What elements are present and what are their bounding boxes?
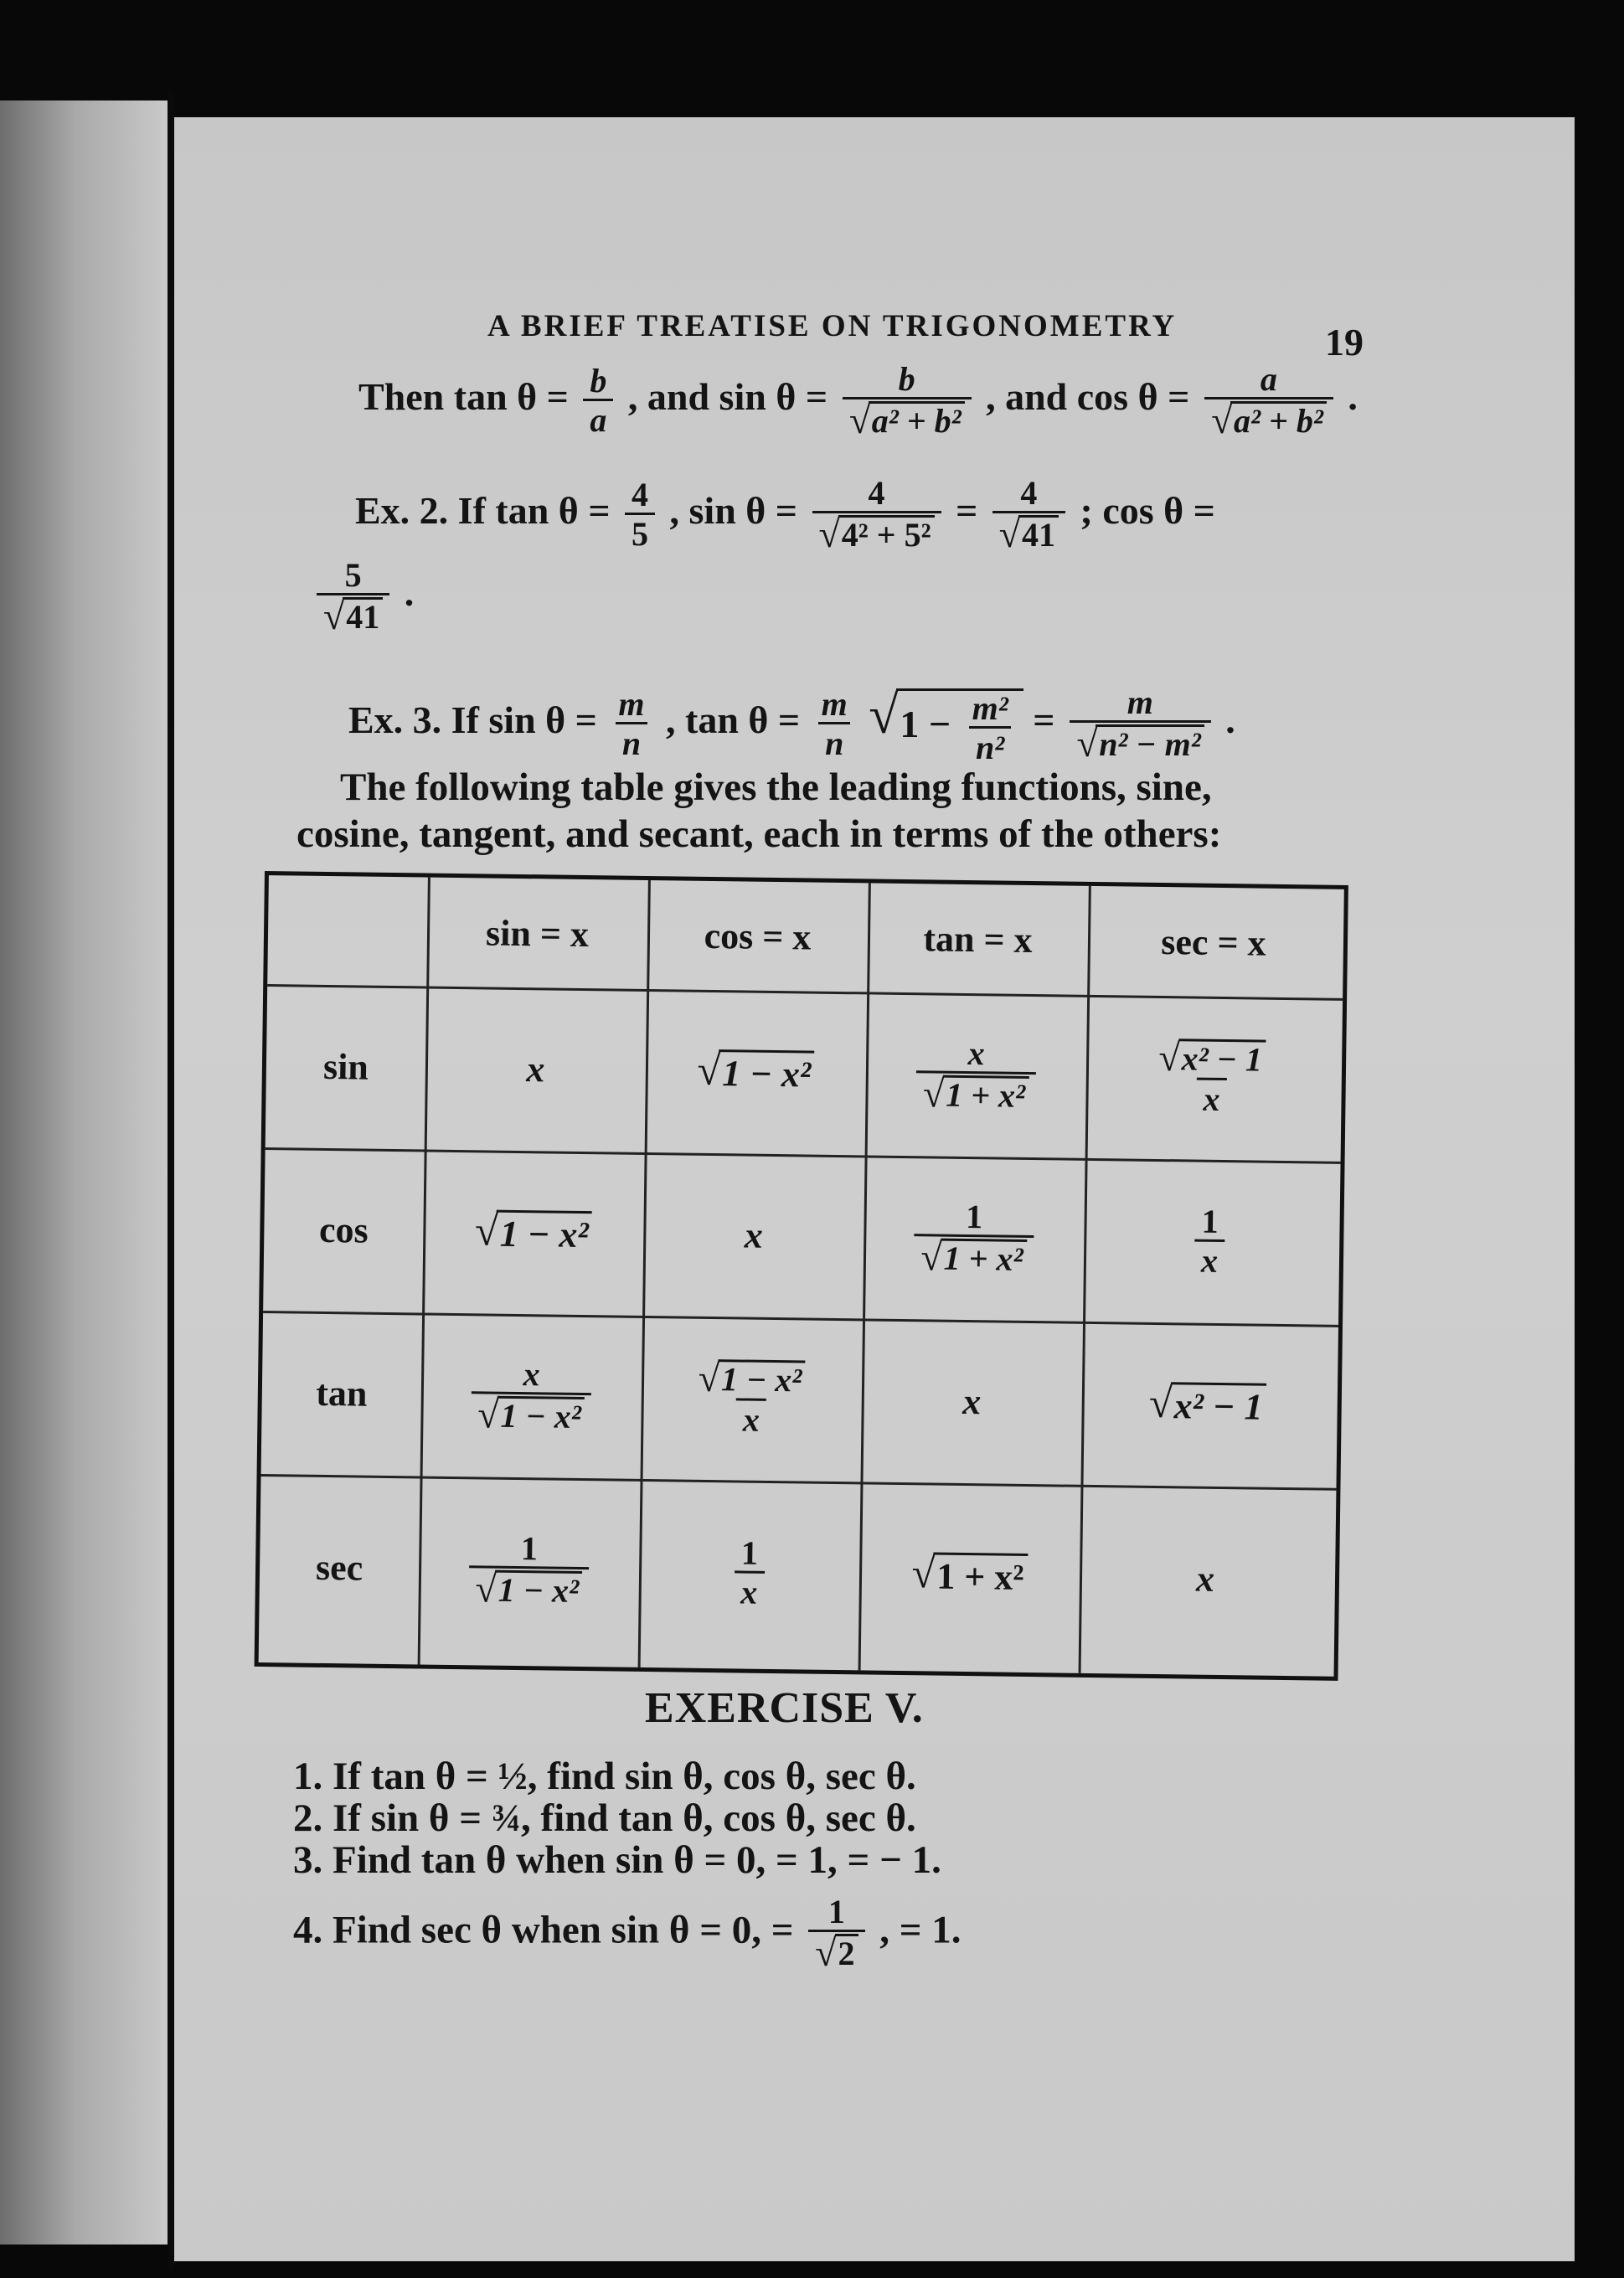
exercise-item-2: 2. If sin θ = ¾, find tan θ, cos θ, sec θ.: [293, 1796, 916, 1840]
header-sec: sec = x: [1161, 920, 1266, 964]
cell-sin-tan: x √ 1 + x²: [865, 992, 1088, 1157]
fraction-4-over-sqrt-41: 4 √ 41: [992, 476, 1065, 554]
paragraph-line-1: The following table gives the leading functions, sine,: [340, 765, 1212, 809]
page-number: 19: [1325, 321, 1364, 363]
example-3-line: Ex. 3. If sin θ = $\frac{m}{n}$ , tan θ = $\frac{m}{n}$ √ 1 − $\frac{\text{m²}}{\text{n²}}$ = m √ n² − m² .: [348, 683, 1235, 767]
fraction-4-over-sqrt-4-5: 4 √ 4² + 5²: [812, 476, 941, 554]
facing-page-edge: [0, 100, 168, 2244]
book-gutter: [168, 92, 174, 2270]
example-2-continuation: 5 √ 41 .: [312, 558, 414, 636]
cell-sec-sec: x: [1195, 1558, 1215, 1600]
cell-sec-cos: $\frac{1}{x}$: [638, 1479, 861, 1666]
fraction-m-over-sqrt: m √ n² − m²: [1070, 685, 1211, 763]
fraction-sin: b √ a² + b²: [843, 362, 972, 440]
fraction-5-over-sqrt-41: 5 √ 41: [317, 558, 389, 636]
then-text: Then tan θ =: [358, 375, 569, 419]
fraction-4-over-5: $\frac{4}{5}$: [625, 477, 655, 552]
and-sin-text: , and sin θ =: [627, 375, 828, 419]
row-label-cos: cos: [318, 1209, 369, 1251]
exercise-item-3: 3. Find tan θ when sin θ = 0, = 1, = − 1.: [293, 1838, 941, 1882]
sqrt-one-minus: √ 1 − $\frac{\text{m²}}{\text{n²}}$: [869, 688, 1023, 765]
cell-sin-sec: √ x² − 1 x: [1085, 995, 1339, 1162]
cell-cos-tan: 1 √ 1 + x²: [863, 1155, 1085, 1321]
cell-tan-cos: √ 1 − x² x: [641, 1316, 864, 1482]
then-line: Then tan θ = $\frac{b}{a}$ , and sin θ = b √ a² + b² , and cos θ = a √ a² + b² .: [358, 360, 1358, 441]
fraction-cos: a √ a² + b²: [1204, 362, 1333, 440]
exercise-item-4: 4. Find sec θ when sin θ = 0, = 1 √ 2 , = 1.: [293, 1893, 962, 1974]
example-2-label: Ex. 2. If tan θ =: [355, 489, 611, 533]
cell-tan-sec: √ x² − 1: [1080, 1322, 1334, 1488]
header-cos: cos = x: [704, 915, 812, 958]
and-cos-text: , and cos θ =: [986, 375, 1190, 419]
example-2-line: Ex. 2. If tan θ = $\frac{4}{5}$ , sin θ = 4 √ 4² + 5² = 4 √ 41 ; cos θ =: [355, 474, 1215, 555]
cell-cos-cos: x: [744, 1214, 764, 1256]
example-3-label: Ex. 3. If sin θ =: [348, 698, 597, 742]
exercise-item-1: 1. If tan θ = ½, find sin θ, cos θ, sec θ.: [293, 1755, 916, 1798]
cell-sec-tan: √ 1 + x²: [858, 1482, 1081, 1668]
fraction-b-over-a: $\frac{b}{a}$: [583, 363, 613, 438]
cell-sin-cos: √ 1 − x²: [645, 989, 868, 1155]
cell-tan-sin: x √ 1 − x²: [420, 1313, 643, 1479]
fraction-m-over-n: $\frac{m}{n}$: [611, 687, 651, 761]
cell-sec-sin: 1 √ 1 − x²: [418, 1476, 641, 1662]
cell-cos-sec: $\frac{1}{x}$: [1083, 1158, 1337, 1325]
cell-cos-sin: √ 1 − x²: [422, 1150, 645, 1316]
header-sin: sin = x: [485, 911, 590, 955]
row-label-tan: tan: [315, 1372, 368, 1415]
trig-function-table: [255, 871, 1348, 1681]
row-label-sec: sec: [315, 1546, 363, 1589]
cell-tan-tan: x: [962, 1380, 982, 1423]
fraction-m-over-n-2: $\frac{m}{n}$: [815, 687, 854, 761]
paragraph-line-2: cosine, tangent, and secant, each in terms of the others:: [296, 812, 1222, 856]
running-head: A BRIEF TREATISE ON TRIGONOMETRY: [487, 309, 1178, 343]
row-label-sin: sin: [322, 1045, 369, 1088]
fraction-1-over-sqrt-2: 1 √ 2: [808, 1894, 864, 1972]
header-tan: tan = x: [923, 917, 1033, 961]
exercise-title: EXERCISE V.: [645, 1684, 924, 1732]
cell-sin-sin: x: [526, 1049, 545, 1090]
